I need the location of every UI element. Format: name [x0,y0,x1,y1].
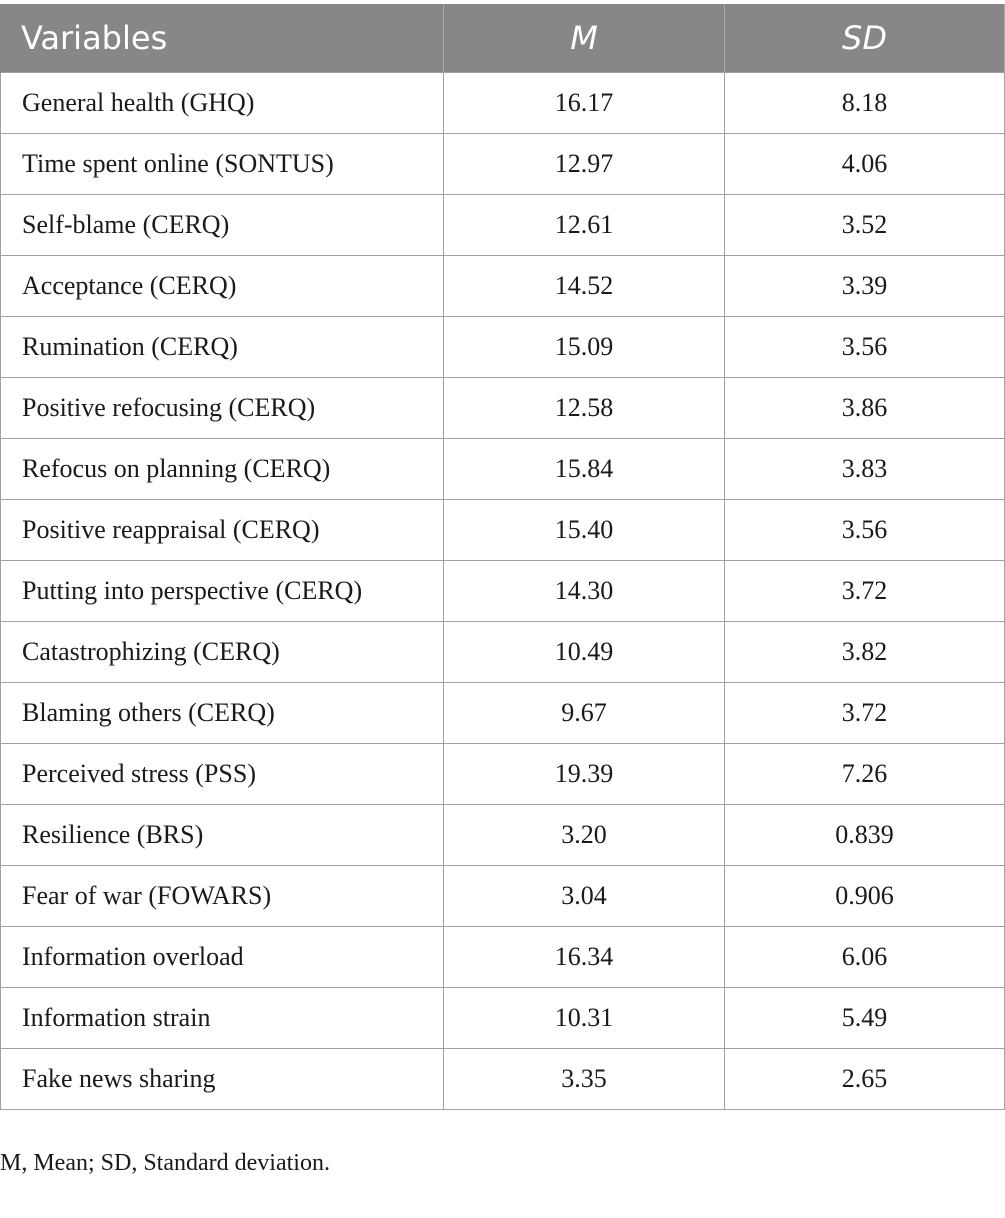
table-row [1,72,1005,133]
table-row [1,1048,1005,1109]
table-row [1,377,1005,438]
sd-cell: 7.26 [725,743,1005,804]
table-row [1,926,1005,987]
variable-cell: Time spent online (SONTUS) [1,133,444,194]
sd-cell: 3.82 [725,621,1005,682]
sd-cell: 3.72 [725,560,1005,621]
sd-cell: 3.83 [725,438,1005,499]
descriptive-statistics-table [0,4,1005,1110]
variable-cell: Fake news sharing [1,1048,444,1109]
mean-cell: 14.30 [444,560,725,621]
sd-cell: 3.72 [725,682,1005,743]
table-body [1,72,1005,1109]
sd-cell: 3.56 [725,499,1005,560]
mean-cell: 12.58 [444,377,725,438]
variable-cell: Rumination (CERQ) [1,316,444,377]
table-row [1,865,1005,926]
variable-cell: Putting into perspective (CERQ) [1,560,444,621]
sd-cell: 3.56 [725,316,1005,377]
descriptive-statistics-table-container [0,4,1004,1110]
mean-cell: 10.31 [444,987,725,1048]
sd-cell: 0.839 [725,804,1005,865]
variable-cell: Information strain [1,987,444,1048]
table-row [1,194,1005,255]
header-mean: M [444,4,725,72]
table-row [1,560,1005,621]
header-row [1,4,1005,72]
table-row [1,133,1005,194]
sd-cell: 5.49 [725,987,1005,1048]
variable-cell: Fear of war (FOWARS) [1,865,444,926]
table-row [1,316,1005,377]
header-sd: SD [725,4,1005,72]
sd-cell: 4.06 [725,133,1005,194]
table-row [1,621,1005,682]
variable-cell: Positive refocusing (CERQ) [1,377,444,438]
mean-cell: 12.61 [444,194,725,255]
table-row [1,255,1005,316]
mean-cell: 16.17 [444,72,725,133]
variable-cell: Resilience (BRS) [1,804,444,865]
mean-cell: 3.35 [444,1048,725,1109]
sd-cell: 3.39 [725,255,1005,316]
table-row [1,987,1005,1048]
table-footnote: M, Mean; SD, Standard deviation. [0,1150,330,1176]
mean-cell: 9.67 [444,682,725,743]
mean-cell: 16.34 [444,926,725,987]
mean-cell: 12.97 [444,133,725,194]
mean-cell: 3.04 [444,865,725,926]
variable-cell: Information overload [1,926,444,987]
mean-cell: 14.52 [444,255,725,316]
table-row [1,682,1005,743]
variable-cell: Acceptance (CERQ) [1,255,444,316]
variable-cell: Refocus on planning (CERQ) [1,438,444,499]
variable-cell: Catastrophizing (CERQ) [1,621,444,682]
sd-cell: 3.86 [725,377,1005,438]
mean-cell: 15.84 [444,438,725,499]
table-row [1,743,1005,804]
mean-cell: 15.09 [444,316,725,377]
table-row [1,804,1005,865]
sd-cell: 3.52 [725,194,1005,255]
table-row [1,438,1005,499]
variable-cell: Blaming others (CERQ) [1,682,444,743]
mean-cell: 10.49 [444,621,725,682]
sd-cell: 0.906 [725,865,1005,926]
sd-cell: 8.18 [725,72,1005,133]
sd-cell: 2.65 [725,1048,1005,1109]
table-header [1,4,1005,72]
variable-cell: Perceived stress (PSS) [1,743,444,804]
variable-cell: Self-blame (CERQ) [1,194,444,255]
mean-cell: 19.39 [444,743,725,804]
variable-cell: Positive reappraisal (CERQ) [1,499,444,560]
header-variables: Variables [1,4,444,72]
variable-cell: General health (GHQ) [1,72,444,133]
sd-cell: 6.06 [725,926,1005,987]
table-row [1,499,1005,560]
mean-cell: 3.20 [444,804,725,865]
mean-cell: 15.40 [444,499,725,560]
